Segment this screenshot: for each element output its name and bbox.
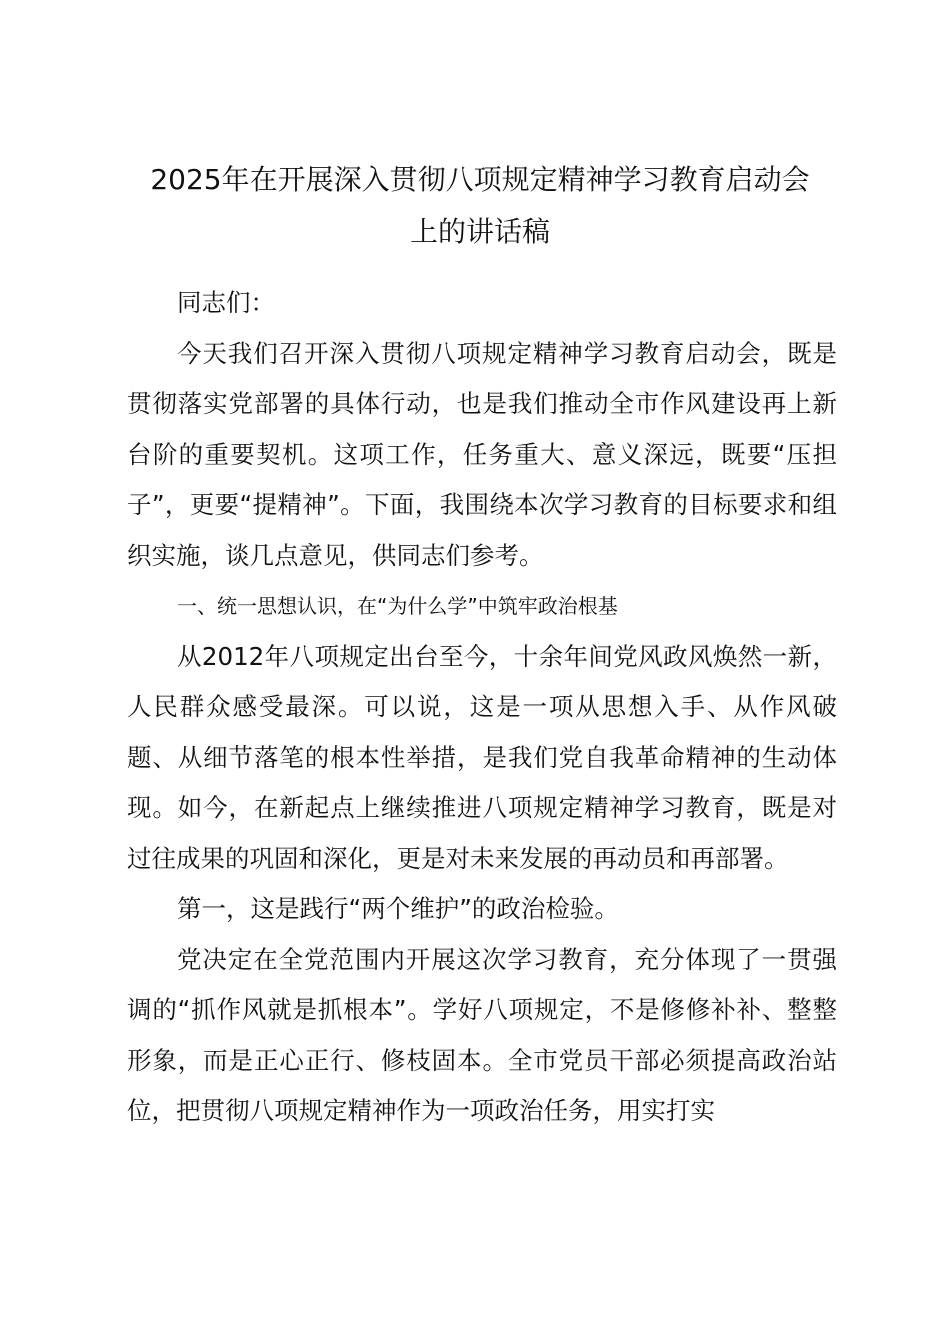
- paragraph-intro: 今天我们召开深入贯彻八项规定精神学习教育启动会，既是贯彻落实党部署的具体行动，也是我们推动全市作风建设再上新台阶的重要契机。这项工作，任务重大、意义深远，既要“压担子”，更要“提精神”。下面，我围绕本次学习教育的目标要求和组织实施，谈几点意见，供同志们参考。: [127, 338, 837, 570]
- section-heading-1: 一、统一思想认识，在“为什么学”中筑牢政治根基: [177, 594, 618, 618]
- title-line-1: 2025年在开展深入贯彻八项规定精神学习教育启动会: [150, 163, 810, 196]
- paragraph-background: 从2012年八项规定出台至今，十余年间党风政风焕然一新，人民群众感受最深。可以说，这是一项从思想入手、从作风破题、从细节落笔的根本性举措，是我们党自我革命精神的生动体现。如今，在新起点上继续推进八项规定精神学习教育，既是对过往成果的巩固和深化，更是对未来发展的再动员和再部署。: [127, 641, 837, 873]
- paragraph-political: 党决定在全党范围内开展这次学习教育，充分体现了一贯强调的“抓作风就是抓根本”。学好八项规定，不是修修补补、整整形象，而是正心正行、修枝固本。全市党员干部必须提高政治站位，把贯彻八项规定精神作为一项政治任务，用实打实: [127, 944, 837, 1125]
- subheading-first: 第一，这是践行“两个维护”的政治检验。: [177, 894, 619, 923]
- salutation: 同志们：: [177, 288, 275, 317]
- document-body: [127, 278, 837, 1137]
- document-title: [120, 154, 840, 258]
- title-line-2: 上的讲话稿: [409, 215, 550, 248]
